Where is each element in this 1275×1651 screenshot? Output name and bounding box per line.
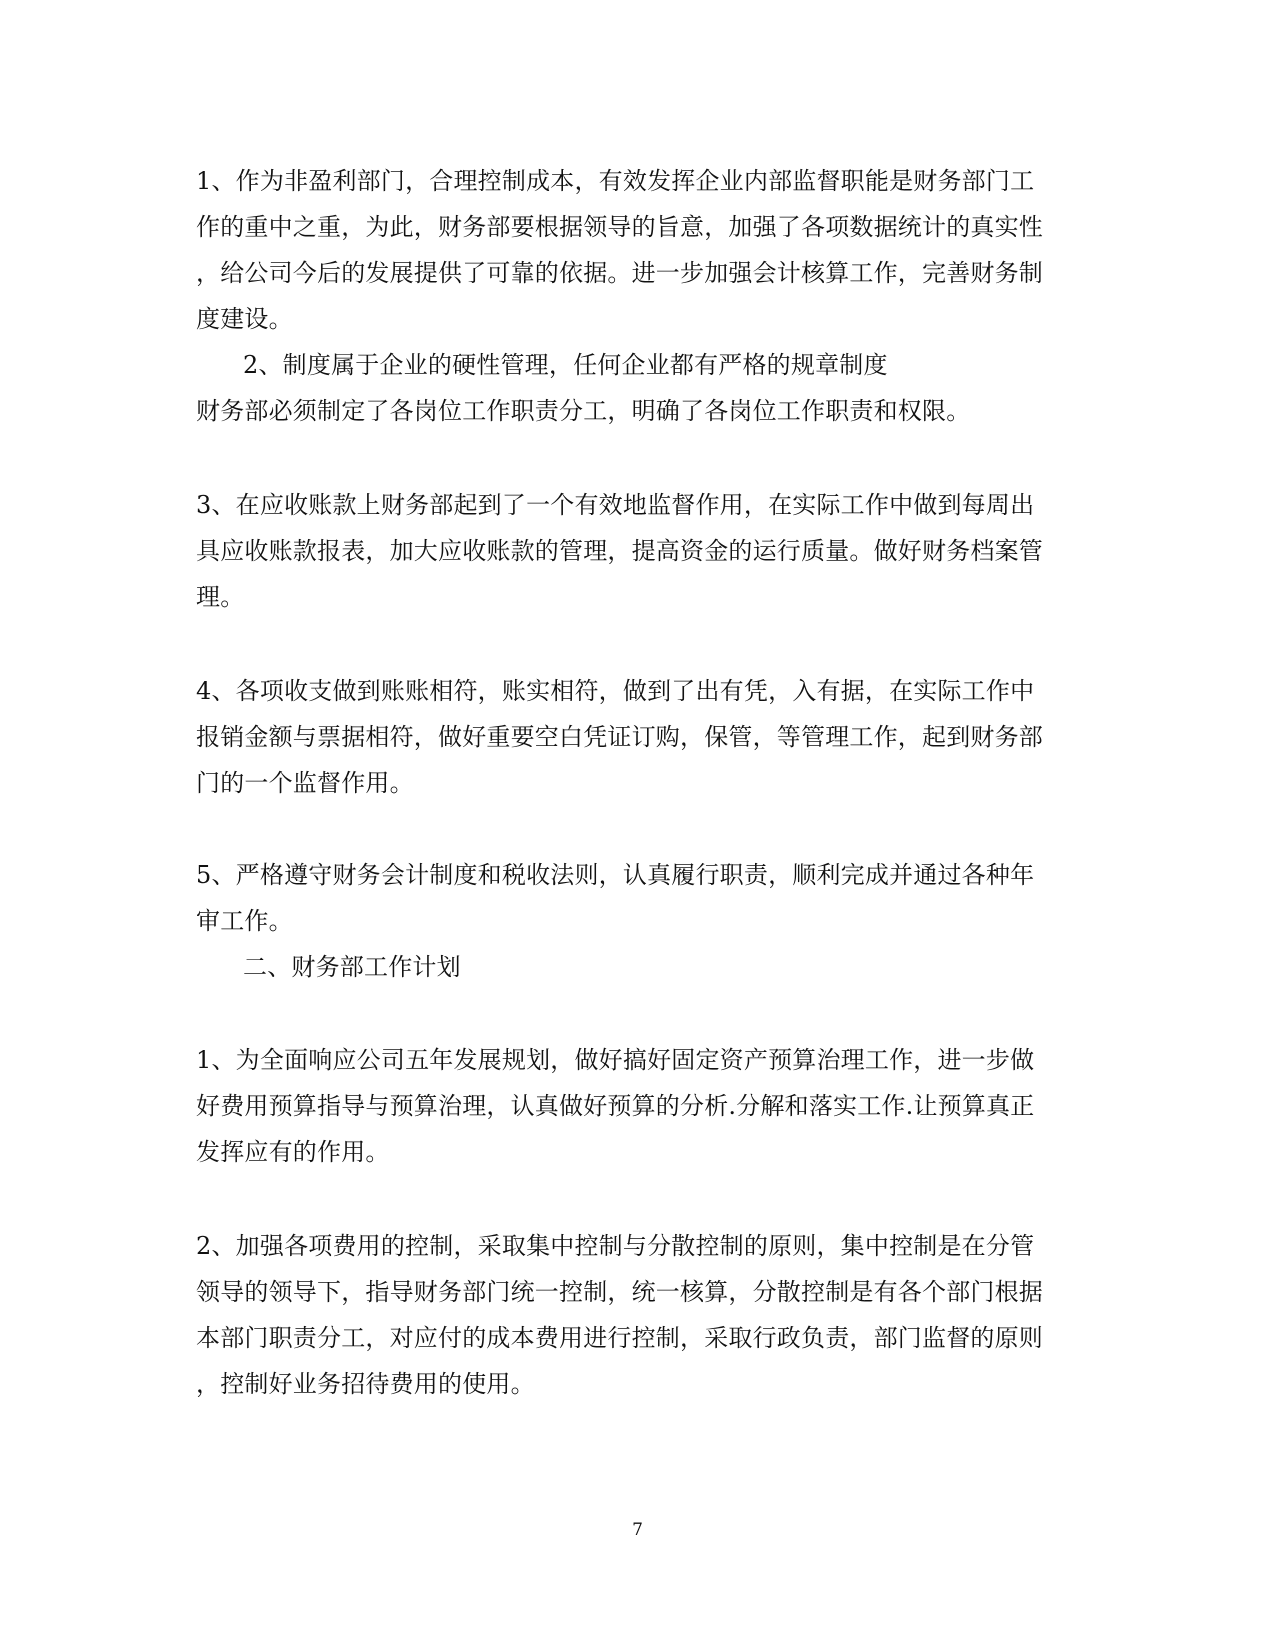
paragraph-3-line-2: 具应收账款报表，加大应收账款的管理，提高资金的运行质量。做好财务档案管 [196,537,1043,565]
paragraph-3-line-1: 3、在应收账款上财务部起到了一个有效地监督作用，在实际工作中做到每周出 [196,491,1035,519]
page-number: 7 [632,1520,643,1540]
paragraph-7-line-4: ，控制好业务招待费用的使用。 [196,1370,535,1398]
paragraph-6-line-3: 发挥应有的作用。 [196,1138,390,1166]
paragraph-7-line-2: 领导的领导下，指导财务部门统一控制，统一核算，分散控制是有各个部门根据 [196,1278,1043,1306]
paragraph-1-line-1: 1、作为非盈利部门，合理控制成本，有效发挥企业内部监督职能是财务部门工 [196,167,1035,195]
paragraph-1-line-2: 作的重中之重，为此，财务部要根据领导的旨意，加强了各项数据统计的真实性 [196,213,1043,241]
paragraph-2-line-2: 财务部必须制定了各岗位工作职责分工，明确了各岗位工作职责和权限。 [196,397,971,425]
paragraph-7-line-3: 本部门职责分工，对应付的成本费用进行控制，采取行政负责，部门监督的原则 [196,1324,1043,1352]
paragraph-5-line-1: 5、严格遵守财务会计制度和税收法则，认真履行职责，顺利完成并通过各种年 [196,861,1035,889]
paragraph-4-line-1: 4、各项收支做到账账相符，账实相符，做到了出有凭，入有据，在实际工作中 [196,677,1035,705]
paragraph-4-line-3: 门的一个监督作用。 [196,769,414,797]
section-heading: 二、财务部工作计划 [243,953,461,981]
paragraph-4-line-2: 报销金额与票据相符，做好重要空白凭证订购，保管，等管理工作，起到财务部 [196,723,1043,751]
paragraph-3-line-3: 理。 [196,583,245,611]
paragraph-6-line-1: 1、为全面响应公司五年发展规划，做好搞好固定资产预算治理工作，进一步做 [196,1046,1035,1074]
paragraph-6-line-2: 好费用预算指导与预算治理，认真做好预算的分析.分解和落实工作.让预算真正 [196,1092,1035,1120]
paragraph-1-line-3: ，给公司今后的发展提供了可靠的依据。进一步加强会计核算工作，完善财务制 [196,259,1043,287]
paragraph-2-line-1: 2、制度属于企业的硬性管理，任何企业都有严格的规章制度 [243,351,888,379]
paragraph-5-line-2: 审工作。 [196,907,293,935]
paragraph-1-line-4: 度建设。 [196,305,293,333]
paragraph-7-line-1: 2、加强各项费用的控制，采取集中控制与分散控制的原则，集中控制是在分管 [196,1232,1035,1260]
